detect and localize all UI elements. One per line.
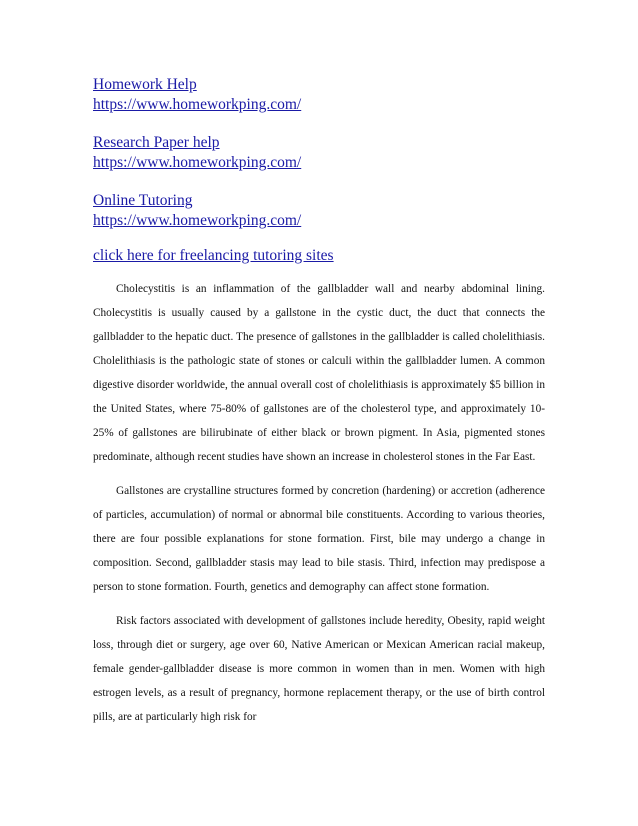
homework-help-link[interactable]: Homework Help	[93, 76, 197, 93]
research-paper-help-link[interactable]: Research Paper help	[93, 134, 220, 151]
research-paper-help-url-link[interactable]: https://www.homeworkping.com/	[93, 154, 302, 171]
paragraph-cholecystitis: Cholecystitis is an inflammation of the gallbladder wall and nearby abdominal lining. Cholecystitis is usually caused by a gallstone in the cystic duct, the duct that connects the gallbladder to the hepatic duct. The presence of gallstones in the gallbladder is called cholelithiasis. Cholelithiasis is the pathologic state of stones or calculi within the gallbladder lumen. A common digestive disorder worldwide, the annual overall cost of cholelithiasis is approximately $5 billion in the United States, where 75-80% of gallstones are of the cholesterol type, and approximately 10-25% of gallstones are bilirubinate of either black or brown pigment. In Asia, pigmented stones predominate, although recent studies have shown an increase in cholesterol stones in the Far East.	[93, 283, 545, 463]
homework-help-group	[93, 75, 301, 115]
online-tutoring-link[interactable]: Online Tutoring	[93, 192, 193, 209]
research-paper-help-group	[93, 133, 301, 173]
online-tutoring-group	[93, 191, 301, 231]
paragraph-gallstones: Gallstones are crystalline structures formed by concretion (hardening) or accretion (adherence of particles, accumulation) of normal or abnormal bile constituents. According to various theories, there are four possible explanations for stone formation. First, bile may undergo a change in composition. Second, gallbladder stasis may lead to bile stasis. Third, infection may predispose a person to stone formation. Fourth, genetics and demography can affect stone formation.	[93, 485, 545, 593]
homework-help-url-link[interactable]: https://www.homeworkping.com/	[93, 96, 302, 113]
body-text	[93, 277, 545, 729]
paragraph-risk-factors: Risk factors associated with development of gallstones include heredity, Obesity, rapid weight loss, through diet or surgery, age over 60, Native American or Mexican American racial makeup, female gender-gallbladder disease is more common in women than in men. Women with high estrogen levels, as a result of pregnancy, hormone replacement therapy, or the use of birth control pills, are at particularly high risk for	[93, 615, 545, 723]
online-tutoring-url-link[interactable]: https://www.homeworkping.com/	[93, 212, 302, 229]
freelancing-tutoring-link[interactable]: click here for freelancing tutoring sites	[93, 247, 334, 264]
freelancing-group	[93, 246, 334, 266]
